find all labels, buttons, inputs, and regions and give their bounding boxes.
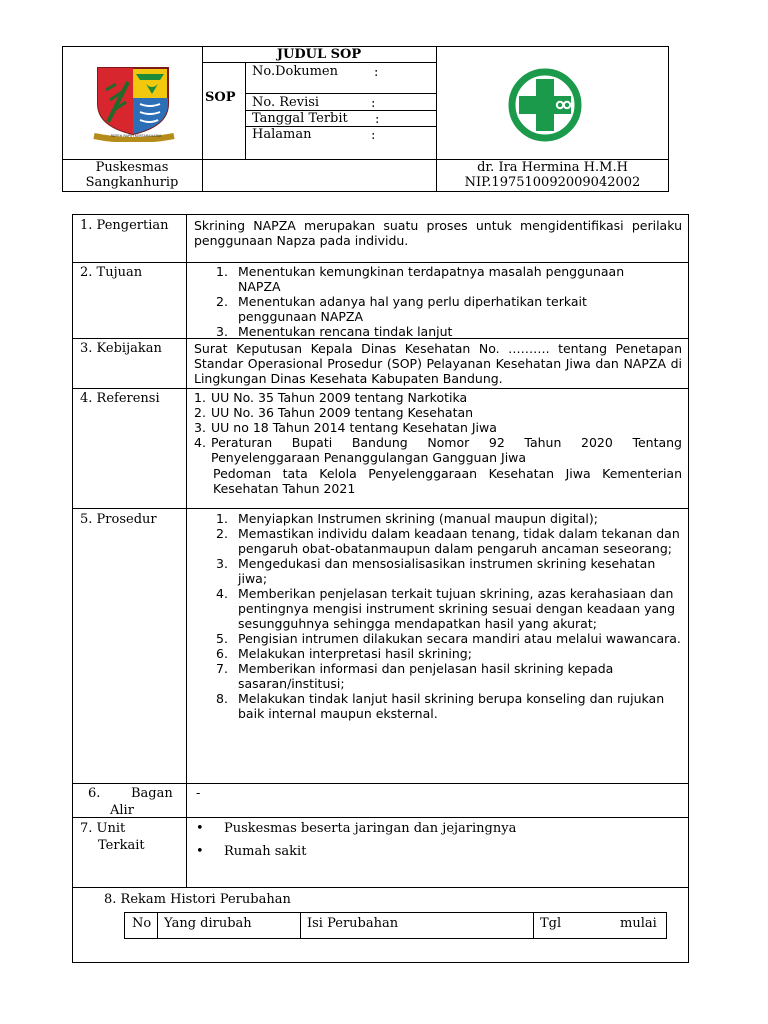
divider [245, 93, 436, 94]
org-name [62, 160, 202, 190]
kemenkes-logo [505, 66, 587, 148]
label-bagan-word2: Alir [110, 803, 134, 818]
list-item [216, 294, 666, 324]
list-item-number: 6. [216, 646, 228, 661]
list-item-text: Menentukan kemungkinan terdapatnya masalah penggunaan NAPZA [238, 264, 625, 294]
list-item [216, 586, 686, 631]
pengertian-text: Skrining NAPZA merupakan suatu proses untuk mengidentifikasi perilaku penggunaan Napza pada individu. [194, 218, 682, 248]
list-item-text: UU No. 36 Tahun 2009 tentang Kesehatan [211, 405, 474, 420]
history-col-yang-dirubah: Yang dirubah [164, 916, 252, 931]
list-item-text: Memberikan penjelasan terkait tujuan skrining, azas kerahasiaan dan pentingnya mengisi instrument skrining sesuai dengan keadaan yang sesungguhnya sehingga mendapatkan hasil yang akurat; [238, 586, 675, 631]
list-item-text: Menyiapkan Instrumen skrining (manual maupun digital); [238, 511, 598, 526]
list-item-text: Memastikan individu dalam keadaan tenang, tidak dalam tekanan dan pengaruh obat-obatanmaupun dalam pengaruh ancaman seseorang; [238, 526, 680, 556]
list-item [194, 390, 682, 405]
list-item-number: 8. [216, 691, 228, 706]
signer-name: dr. Ira Hermina H.M.H [477, 160, 628, 175]
list-item-number: 5. [216, 631, 228, 646]
list-item-number: 7. [216, 661, 228, 676]
list-item [194, 420, 682, 435]
field-sep: : [371, 96, 376, 111]
label-unit-line1: 7. Unit [80, 821, 126, 836]
bullet-icon: • [196, 844, 204, 859]
list-item-text: Rumah sakit [224, 844, 307, 859]
history-col-no: No [132, 916, 152, 931]
list-item-text: Melakukan interpretasi hasil skrining; [238, 646, 472, 661]
sop-label: SOP [205, 90, 236, 105]
list-item-number: 3. [194, 420, 206, 435]
label-unit-line2: Terkait [98, 838, 145, 853]
bagan-value: - [196, 786, 201, 801]
field-sep: : [375, 112, 380, 127]
list-item [216, 631, 686, 646]
list-item-text: UU No. 35 Tahun 2009 tentang Narkotika [211, 390, 468, 405]
list-item [216, 324, 666, 339]
field-no-dokumen: No.Dokumen [252, 64, 338, 79]
referensi-extra: Pedoman tata Kelola Penyelenggaraan Kesehatan Jiwa Kementerian Kesehatan Tahun 2021 [213, 466, 682, 496]
list-item-number: 4. [216, 586, 228, 601]
list-item-text: Memberikan informasi dan penjelasan hasil skrining kepada sasaran/institusi; [238, 661, 614, 691]
label-rekam: 8. Rekam Histori Perubahan [104, 892, 291, 907]
field-tanggal-terbit: Tanggal Terbit [252, 111, 348, 126]
label-kebijakan: 3. Kebijakan [80, 341, 162, 356]
field-sep: : [374, 65, 379, 80]
tujuan-list [216, 264, 666, 339]
list-item-text: Peraturan Bupati Bandung Nomor 92 Tahun 2020 Tentang Penyelenggaraan Penanggulangan Gangguan Jiwa [211, 435, 682, 465]
divider [202, 46, 203, 192]
divider [72, 887, 689, 888]
field-sep: : [371, 128, 376, 143]
field-halaman: Halaman [252, 127, 312, 142]
divider [72, 817, 689, 818]
list-item-number: 2. [216, 526, 228, 541]
list-item-number: 4. [194, 435, 206, 450]
divider [300, 912, 301, 939]
list-item [216, 691, 686, 721]
bullet-icon: • [196, 821, 204, 836]
label-bagan-num: 6. [88, 786, 101, 801]
list-item-number: 1. [216, 264, 228, 279]
divider [72, 388, 689, 389]
label-pengertian: 1. Pengertian [80, 218, 169, 233]
history-col-isi-perubahan: Isi Perubahan [307, 916, 399, 931]
history-col-mulai: mulai [620, 916, 657, 931]
list-item-text: Menentukan rencana tindak lanjut [238, 324, 453, 339]
divider [533, 912, 534, 939]
list-item-number: 1. [194, 390, 206, 405]
list-item-number: 1. [216, 511, 228, 526]
kebijakan-text: Surat Keputusan Kepala Dinas Kesehatan No. ………. tentang Penetapan Standar Operasional Prosedur (SOP) Pelayanan Kesehatan Jiwa dan NAPZA di Lingkungan Dinas Kesehata Kabupaten Bandung. [194, 341, 682, 386]
divider [186, 214, 187, 887]
list-item [216, 511, 686, 526]
divider [157, 912, 158, 939]
list-item [216, 264, 666, 294]
logo-caption: REPEH RAPIH KERTARAHARJA [110, 134, 162, 138]
divider [72, 262, 689, 263]
list-item [216, 661, 686, 691]
field-no-revisi: No. Revisi [252, 95, 320, 110]
regency-logo [88, 60, 180, 142]
list-item-text: Puskesmas beserta jaringan dan jejaringnya [224, 821, 517, 836]
list-item-number: 3. [216, 324, 228, 339]
org-line1: Puskesmas [95, 160, 169, 175]
label-tujuan: 2. Tujuan [80, 265, 143, 280]
list-item [194, 405, 682, 420]
list-item [194, 435, 682, 465]
divider [72, 783, 689, 784]
history-col-tgl: Tgl [540, 916, 562, 931]
list-item-text: Pengisian intrumen dilakukan secara mandiri atau melalui wawancara. [238, 631, 681, 646]
label-referensi: 4. Referensi [80, 391, 160, 406]
label-bagan-word: Bagan [131, 786, 173, 801]
list-item [216, 646, 686, 661]
list-item [216, 526, 686, 556]
list-item-text: Melakukan tindak lanjut hasil skrining berupa konseling dan rujukan baik internal maupun eksternal. [238, 691, 665, 721]
list-item-text: UU no 18 Tahun 2014 tentang Kesehatan Jiwa [211, 420, 497, 435]
document-title: JUDUL SOP [276, 47, 362, 62]
list-item-number: 3. [216, 556, 228, 571]
prosedur-list [216, 511, 686, 721]
org-line2: Sangkanhurip [85, 175, 179, 190]
list-item-number: 2. [216, 294, 228, 309]
list-item-text: Menentukan adanya hal yang perlu diperhatikan terkait penggunaan NAPZA [238, 294, 587, 324]
list-item-text: Mengedukasi dan mensosialisasikan instrumen skrining kesehatan jiwa; [238, 556, 656, 586]
unit-list [196, 821, 676, 867]
list-item-number: 2. [194, 405, 206, 420]
list-item [196, 821, 676, 836]
divider [202, 62, 436, 63]
list-item [216, 556, 686, 586]
signer-nip: NIP.197510092009042002 [464, 175, 641, 190]
list-item [196, 844, 676, 859]
referensi-list [194, 390, 682, 465]
signer [436, 160, 669, 190]
label-prosedur: 5. Prosedur [80, 512, 157, 527]
divider [72, 508, 689, 509]
